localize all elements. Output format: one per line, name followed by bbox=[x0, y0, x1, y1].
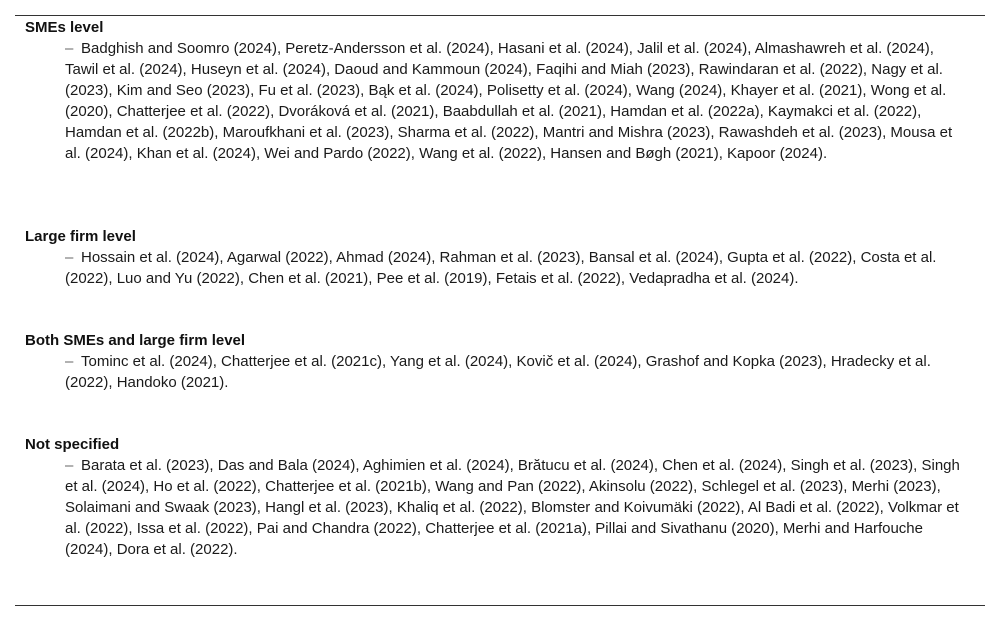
dash-bullet-icon: – bbox=[65, 249, 74, 266]
citation-list-text: Barata et al. (2023), Das and Bala (2024), Aghimien et al. (2024), Brătucu et al. (2024), Chen et al. (2024), Singh et al. (2023), Singh et al. (2024), Ho et al. (2022), Chatterjee et al. (2021b), Wang and Pan (2022), Akinsolu (2022), Schlegel et al. (2023), Merhi (2023), Solaimani and Swaak (2023), Hangl et al. (2023), Khaliq et al. (2022), Blomster and Koivumäki (2022), Al Badi et al. (2022), Volkmar et al. (2022), Issa et al. (2022), Pai and Chandra (2022), Chatterjee et al. (2021a), Pillai and Sivathanu (2020), Merhi and Harfouche (2024), Dora et al. (2022). bbox=[65, 457, 960, 558]
top-rule bbox=[15, 15, 985, 16]
citation-list-text: Hossain et al. (2024), Agarwal (2022), Ahmad (2024), Rahman et al. (2023), Bansal et al. (2024), Gupta et al. (2022), Costa et al. (2022), Luo and Yu (2022), Chen et al. (2021), Pee et al. (2019), Fetais et al. (2022), Vedapradha et al. (2024). bbox=[65, 249, 937, 287]
section-both-levels bbox=[25, 330, 960, 393]
bottom-rule bbox=[15, 605, 985, 606]
citation-entry bbox=[65, 247, 960, 289]
dash-bullet-icon: – bbox=[65, 40, 74, 57]
citation-entry bbox=[65, 38, 960, 164]
dash-bullet-icon: – bbox=[65, 353, 74, 370]
dash-bullet-icon: – bbox=[65, 457, 74, 474]
section-heading: Both SMEs and large firm level bbox=[25, 332, 246, 349]
citation-entry bbox=[65, 351, 960, 393]
section-not-specified bbox=[25, 434, 960, 560]
section-heading: Large firm level bbox=[25, 228, 136, 245]
citation-entry bbox=[65, 455, 960, 560]
section-large-firm-level bbox=[25, 226, 960, 289]
citation-list-text: Tominc et al. (2024), Chatterjee et al. (2021c), Yang et al. (2024), Kovič et al. (2024), Grashof and Kopka (2023), Hradecky et al. (2022), Handoko (2021). bbox=[65, 353, 931, 391]
section-smes-level bbox=[25, 17, 960, 164]
section-heading: Not specified bbox=[25, 436, 120, 453]
citation-list-text: Badghish and Soomro (2024), Peretz-Andersson et al. (2024), Hasani et al. (2024), Jalil et al. (2024), Almashawreh et al. (2024), Tawil et al. (2024), Huseyn et al. (2024), Daoud and Kammoun (2024), Faqihi and Miah (2023), Rawindaran et al. (2022), Nagy et al. (2023), Kim and Seo (2023), Fu et al. (2023), Bąk et al. (2024), Polisetty et al. (2024), Wang (2024), Khayer et al. (2021), Wong et al. (2020), Chatterjee et al. (2022), Dvoráková et al. (2021), Baabdullah et al. (2021), Hamdan et al. (2022a), Kaymakci et al. (2022), Hamdan et al. (2022b), Maroufkhani et al. (2023), Sharma et al. (2022), Mantri and Mishra (2023), Rawashdeh et al. (2023), Mousa et al. (2024), Khan et al. (2024), Wei and Pardo (2022), Wang et al. (2022), Hansen and Bøgh (2021), Kapoor (2024). bbox=[65, 40, 953, 162]
section-heading: SMEs level bbox=[25, 19, 104, 36]
